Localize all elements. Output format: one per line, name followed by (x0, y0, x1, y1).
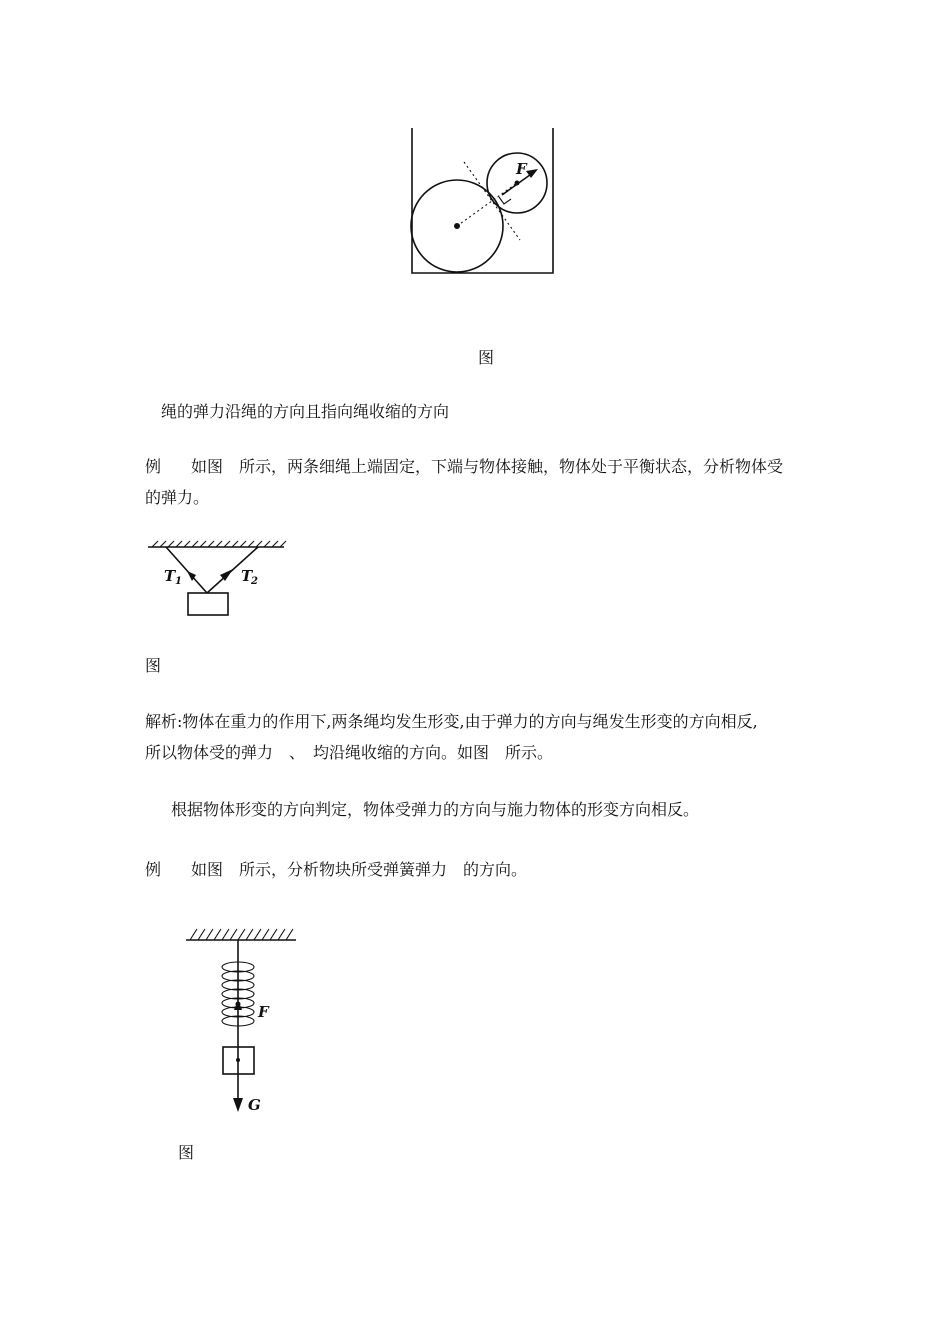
example2-line2: 的弹力。 (145, 488, 210, 507)
figure-spring-block (180, 920, 310, 1120)
example2-label: 例 (145, 457, 162, 476)
force-origin-dot (515, 181, 520, 186)
analysis-line2: 所以物体受的弹力 、 均沿绳收缩的方向。如图 所示。 (145, 743, 554, 762)
t1-label: T (164, 567, 176, 585)
tangent-line (464, 162, 520, 240)
t2-subscript: 2 (251, 576, 258, 587)
figure-two-balls-in-container (380, 120, 580, 290)
g-arrowhead (233, 1098, 243, 1112)
right-angle-mark (499, 197, 511, 204)
figure-block-two-ropes (140, 535, 300, 625)
section3-heading: 根据物体形变的方向判定，物体受弹力的方向与施力物体的形变方向相反。 (171, 800, 700, 819)
example2-line1: 如图 所示，两条细绳上端固定，下端与物体接触，物体处于平衡状态，分析物体受 (191, 457, 784, 476)
figure3-caption: 图 (178, 1143, 195, 1162)
figure2-caption: 图 (145, 656, 162, 675)
g-label: G (248, 1096, 261, 1114)
hanging-block (188, 593, 228, 615)
example3-text: 如图 所示，分析物块所受弹簧弹力 的方向。 (191, 860, 528, 879)
t1-subscript: 1 (175, 576, 182, 587)
t2-label: T (241, 567, 253, 585)
container-walls (412, 128, 553, 273)
f-label: F (258, 1003, 269, 1021)
analysis-line1: 解析:物体在重力的作用下,两条绳均发生形变,由于弹力的方向与绳发生形变的方向相反, (145, 712, 758, 731)
force-label: F (516, 160, 527, 178)
support-hatching (190, 929, 293, 940)
example3-label: 例 (145, 860, 162, 879)
block-center-dot (236, 1058, 240, 1062)
figure1-caption: 图 (478, 348, 495, 367)
spring-end-dot (236, 1002, 241, 1007)
section2-heading: 绳的弹力沿绳的方向且指向绳收缩的方向 (161, 402, 450, 421)
ceiling-hatching (152, 541, 286, 547)
